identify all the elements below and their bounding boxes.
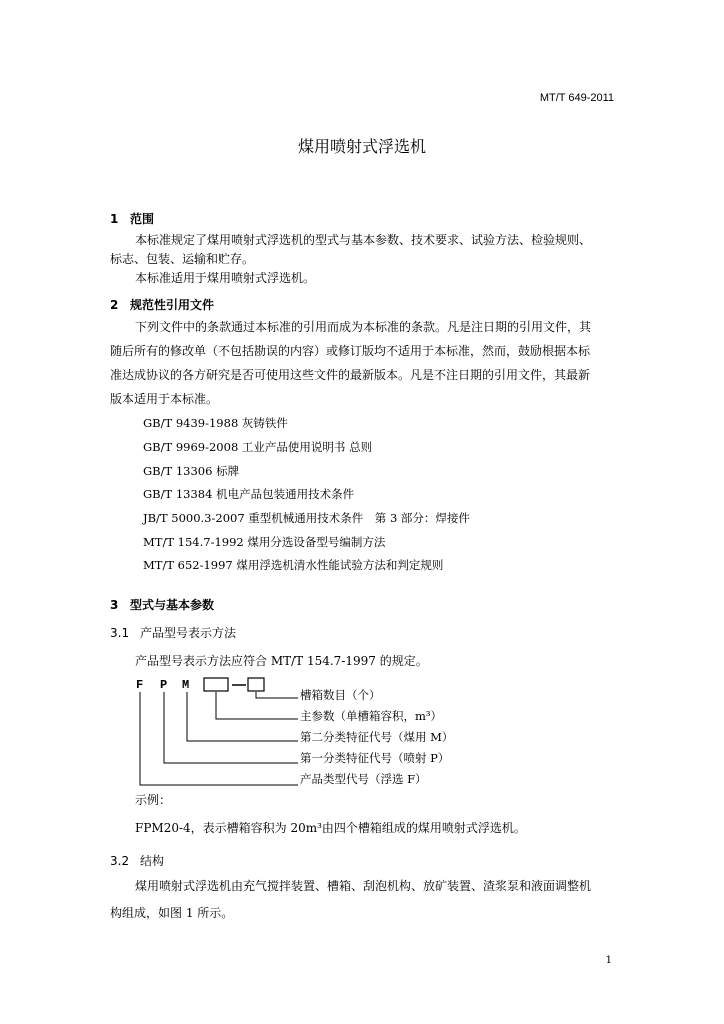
section-title: 规范性引用文件 [130, 298, 215, 312]
standard-code: MT/T 649-2011 [539, 92, 614, 104]
letter-p: P [160, 678, 168, 692]
reference-item: GB/T 9969-2008 工业产品使用说明书 总则 [143, 440, 373, 454]
subsection-3-2-heading [110, 852, 164, 869]
reference-item: GB/T 13384 机电产品包装通用技术条件 [143, 487, 355, 501]
section-1-para1-line2: 标志、包装、运输和贮存。 [110, 252, 255, 266]
letter-f: F [136, 678, 144, 692]
document-title: 煤用喷射式浮选机 [297, 137, 426, 156]
section-2-para-line1: 下列文件中的条款通过本标准的引用而成为本标准的条款。凡是注日期的引用文件，其 [135, 320, 592, 334]
label-main-parameter: 主参数（单槽箱容积，m³） [300, 709, 443, 723]
section-number: 3 [110, 598, 119, 612]
label-second-class: 第二分类特征代号（煤用 M） [300, 730, 454, 744]
structure-line1: 煤用喷射式浮选机由充气搅拌装置、槽箱、刮泡机构、放矿装置、渣浆泵和液面调整机 [135, 879, 592, 893]
letter-m: M [182, 678, 190, 692]
diagram-leader-extension [120, 672, 300, 792]
reference-item: MT/T 154.7-1992 煤用分选设备型号编制方法 [143, 535, 386, 549]
structure-line2: 构组成，如图 1 所示。 [110, 906, 234, 920]
section-2-para-line2: 随后所有的修改单（不包括勘误的内容）或修订版均不适用于本标准，然而，鼓励根据本标 [110, 344, 591, 358]
reference-item: MT/T 652-1997 煤用浮选机清水性能试验方法和判定规则 [143, 558, 444, 572]
reference-item: GB/T 13306 标牌 [143, 464, 240, 478]
section-1-para1-line1: 本标准规定了煤用喷射式浮选机的型式与基本参数、技术要求、试验方法、检验规则、 [135, 233, 592, 247]
section-2-heading [110, 296, 214, 313]
section-3-heading [110, 596, 214, 613]
reference-item: JB/T 5000.3-2007 重型机械通用技术条件 第 3 部分：焊接件 [143, 511, 470, 525]
section-2-para-line4: 版本适用于本标准。 [110, 392, 219, 406]
section-title: 型式与基本参数 [130, 598, 215, 612]
subsection-number: 3.2 [110, 854, 130, 868]
subsection-3-1-heading [110, 624, 236, 641]
label-cell-count: 槽箱数目（个） [300, 688, 381, 702]
subsection-title: 产品型号表示方法 [140, 626, 237, 640]
label-product-type: 产品类型代号（浮选 F） [300, 772, 427, 786]
page-number: 1 [605, 955, 612, 966]
example-text: FPM20-4，表示槽箱容积为 20m³由四个槽箱组成的煤用喷射式浮选机。 [135, 821, 526, 835]
reference-item: GB/T 9439-1988 灰铸铁件 [143, 416, 288, 430]
label-first-class: 第一分类特征代号（喷射 P） [300, 751, 450, 765]
section-number: 1 [110, 212, 119, 226]
section-title: 范围 [130, 212, 155, 226]
section-number: 2 [110, 298, 119, 312]
section-1-para2: 本标准适用于煤用喷射式浮选机。 [135, 271, 316, 285]
example-label: 示例： [135, 793, 172, 807]
subsection-number: 3.1 [110, 626, 130, 640]
section-2-para-line3: 准达成协议的各方研究是否可使用这些文件的最新版本。凡是不注日期的引用文件，其最新 [110, 368, 591, 382]
model-intro: 产品型号表示方法应符合 MT/T 154.7-1997 的规定。 [135, 654, 428, 668]
section-1-heading [110, 210, 154, 227]
subsection-title: 结构 [140, 854, 165, 868]
